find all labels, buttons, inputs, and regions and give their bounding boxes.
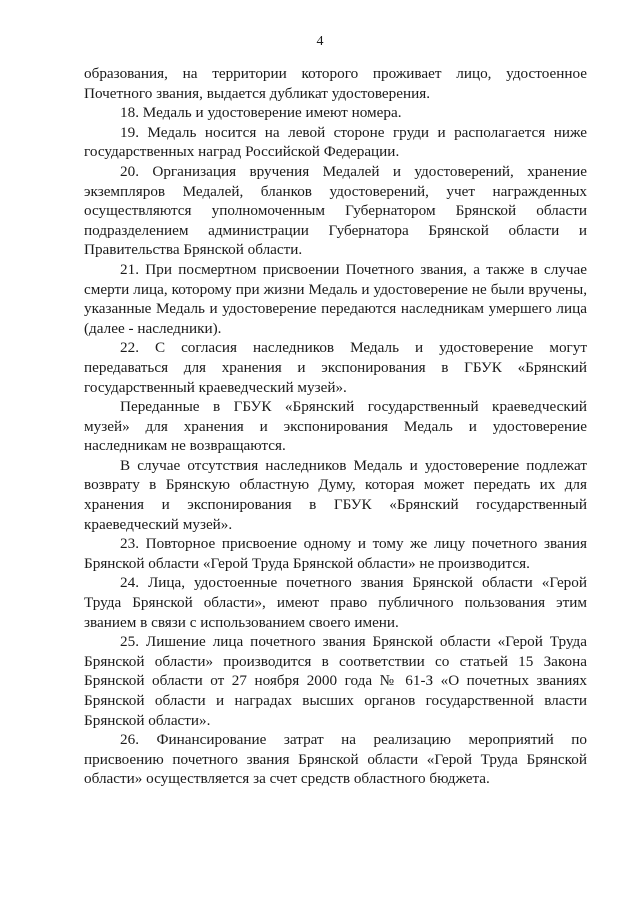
paragraph-item-24: 24. Лица, удостоенные почетного звания Брянской области «Герой Труда Брянской области», имеют право публичного пользования этим званием в связи с использованием своего имени. xyxy=(84,574,587,631)
paragraph-item-19: 19. Медаль носится на левой стороне груди и располагается ниже государственных наград Российской Федерации. xyxy=(84,123,587,161)
document-body xyxy=(84,64,587,789)
paragraph-item-21: 21. При посмертном присвоении Почетного звания, а также в случае смерти лица, которому при жизни Медаль и удостоверение не были вручены, указанные Медаль и удостоверение передаются наследникам умершего лица (далее - наследники). xyxy=(84,260,587,337)
paragraph-item-25: 25. Лишение лица почетного звания Брянской области «Герой Труда Брянской области» производится в соответствии со статьей 15 Закона Брянской области от 27 ноября 2000 года № 61-З «О почетных званиях Брянской области и наградах высших органов государственной власти Брянской области». xyxy=(84,633,587,729)
paragraph-item-23: 23. Повторное присвоение одному и тому же лицу почетного звания Брянской области «Герой Труда Брянской области» не производится. xyxy=(84,535,587,572)
paragraph-item-20: 20. Организация вручения Медалей и удостоверений, хранение экземпляров Медалей, бланков удостоверений, учет награжденных осуществляются уполномоченным Губернатором Брянской области подразделением администрации Губернатора Брянской области и Правительства Брянской области. xyxy=(84,162,587,259)
paragraph-continuation: образования, на территории которого проживает лицо, удостоенное Почетного звания, выдается дубликат удостоверения. xyxy=(84,65,587,102)
paragraph-item-22-transferred: Переданные в ГБУК «Брянский государственный краеведческий музей» для хранения и экспонирования Медаль и удостоверение наследникам не возвращаются. xyxy=(84,398,587,455)
page-number: 4 xyxy=(316,34,324,49)
paragraph-item-18: 18. Медаль и удостоверение имеют номера. xyxy=(120,104,402,122)
paragraph-item-22-no-heirs: В случае отсутствия наследников Медаль и удостоверение подлежат возврату в Брянскую областную Думу, которая может передать их для хранения и экспонирования в ГБУК «Брянский государственный краеведческий музей». xyxy=(84,456,587,533)
paragraph-item-26: 26. Финансирование затрат на реализацию мероприятий по присвоению почетного звания Брянской области «Герой Труда Брянской области» осуществляется за счет средств областного бюджета. xyxy=(84,731,587,788)
paragraph-item-22: 22. С согласия наследников Медаль и удостоверение могут передаваться для хранения и экспонирования в ГБУК «Брянский государственный краеведческий музей». xyxy=(84,339,587,396)
